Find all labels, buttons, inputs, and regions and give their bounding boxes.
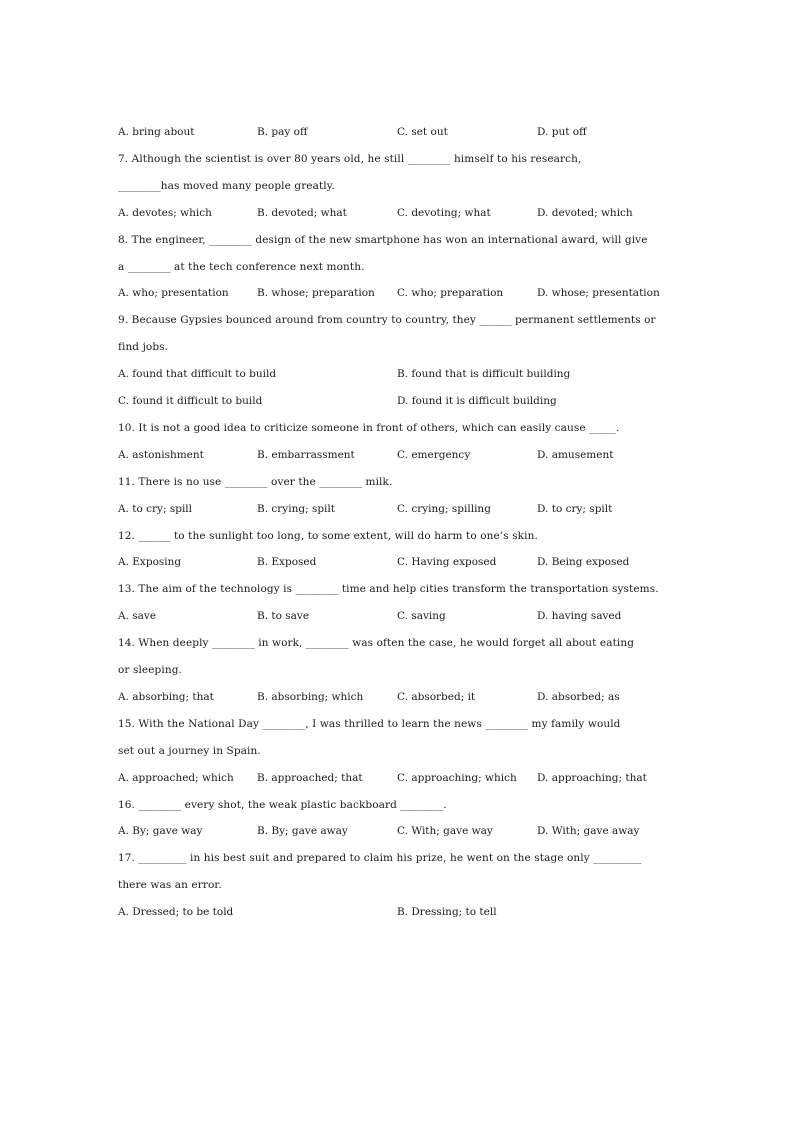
question-line: 9. Because Gypsies bounced around from country to country, they ______ permanent settlements or	[118, 314, 656, 326]
answer-option: B. approached; that	[257, 772, 363, 784]
question-line: 11. There is no use ________ over the ________ milk.	[118, 476, 393, 488]
answer-option: D. approaching; that	[537, 772, 647, 784]
question-line: set out a journey in Spain.	[118, 745, 261, 757]
question-line: 8. The engineer, ________ design of the new smartphone has won an international award, will give	[118, 234, 648, 246]
answer-option: A. approached; which	[118, 772, 234, 784]
question-line: there was an error.	[118, 879, 222, 891]
question-line: 17. _________ in his best suit and prepared to claim his prize, he went on the stage only _________	[118, 852, 642, 864]
answer-option: A. Dressed; to be told	[118, 906, 234, 918]
answer-option: A. devotes; which	[118, 207, 212, 219]
answer-option: D. whose; presentation	[537, 287, 660, 299]
answer-option: B. devoted; what	[257, 207, 347, 219]
answer-option: D. With; gave away	[537, 825, 640, 837]
answer-option: B. to save	[257, 610, 310, 622]
question-line: 12. ______ to the sunlight too long, to some extent, will do harm to one’s skin.	[118, 530, 538, 542]
answer-option: A. save	[118, 610, 157, 622]
answer-option: B. absorbing; which	[257, 691, 364, 703]
answer-option: C. absorbed; it	[397, 691, 476, 703]
question-line: 10. It is not a good idea to criticize someone in front of others, which can easily cause _____.	[118, 422, 620, 434]
answer-option: B. embarrassment	[257, 449, 355, 461]
answer-option: B. whose; preparation	[257, 287, 375, 299]
answer-option: B. By; gave away	[257, 825, 348, 837]
answer-option: B. found that is difficult building	[397, 368, 571, 380]
answer-option: C. With; gave way	[397, 825, 493, 837]
answer-option: A. Exposing	[118, 556, 182, 568]
answer-option: A. who; presentation	[118, 287, 229, 299]
answer-option: B. pay off	[257, 126, 308, 138]
answer-option: B. crying; spilt	[257, 503, 335, 515]
answer-option: A. absorbing; that	[118, 691, 214, 703]
answer-option: C. approaching; which	[397, 772, 517, 784]
answer-option: B. Exposed	[257, 556, 317, 568]
answer-option: D. absorbed; as	[537, 691, 620, 703]
answer-option: C. emergency	[397, 449, 471, 461]
answer-option: C. Having exposed	[397, 556, 497, 568]
answer-option: D. Being exposed	[537, 556, 630, 568]
answer-option: C. crying; spilling	[397, 503, 491, 515]
answer-option: D. to cry; spilt	[537, 503, 613, 515]
question-line: 15. With the National Day ________, I was thrilled to learn the news ________ my family would	[118, 718, 621, 730]
question-line: 13. The aim of the technology is ________ time and help cities transform the transportation systems.	[118, 583, 659, 595]
answer-option: D. having saved	[537, 610, 622, 622]
answer-option: A. By; gave way	[118, 825, 203, 837]
question-line: 16. ________ every shot, the weak plastic backboard ________.	[118, 799, 447, 811]
answer-option: A. found that difficult to build	[118, 368, 277, 380]
answer-option: C. devoting; what	[397, 207, 491, 219]
answer-option: D. devoted; which	[537, 207, 633, 219]
answer-option: D. found it is difficult building	[397, 395, 557, 407]
question-line: 7. Although the scientist is over 80 years old, he still ________ himself to his research,	[118, 153, 582, 165]
answer-option: A. astonishment	[118, 449, 204, 461]
question-line: 14. When deeply ________ in work, ________ was often the case, he would forget all about eating	[118, 637, 635, 649]
answer-option: C. set out	[397, 126, 448, 138]
question-line: or sleeping.	[118, 664, 182, 676]
answer-option: C. who; preparation	[397, 287, 504, 299]
answer-option: C. saving	[397, 610, 446, 622]
question-line: find jobs.	[118, 341, 169, 353]
answer-option: D. amusement	[537, 449, 614, 461]
question-line: ________has moved many people greatly.	[118, 180, 335, 192]
question-line: a ________ at the tech conference next month.	[118, 261, 365, 273]
answer-option: D. put off	[537, 126, 587, 138]
answer-option: C. found it difficult to build	[118, 395, 263, 407]
answer-option: A. bring about	[118, 126, 195, 138]
answer-option: A. to cry; spill	[118, 503, 193, 515]
answer-option: B. Dressing; to tell	[397, 906, 497, 918]
